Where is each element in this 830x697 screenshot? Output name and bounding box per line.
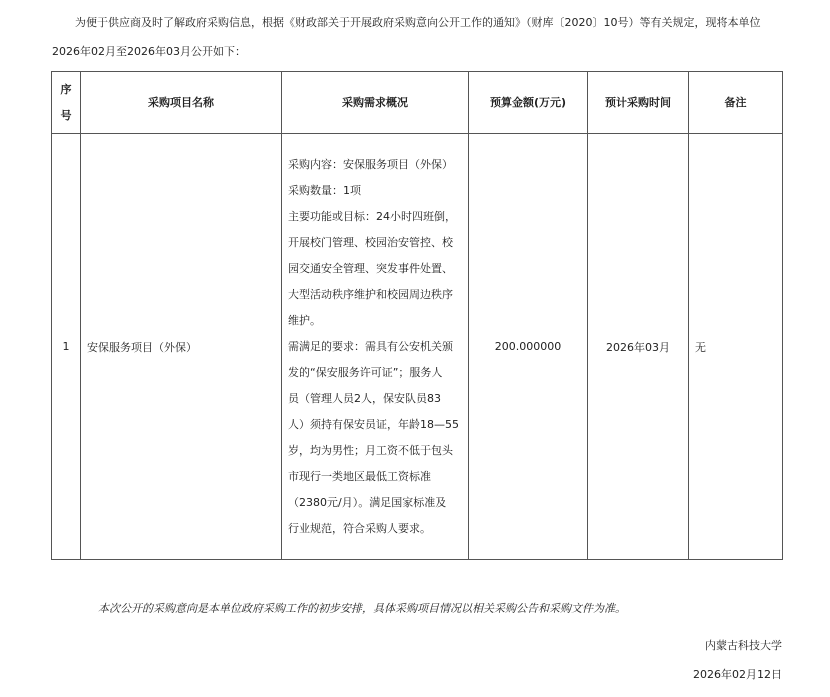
table-row xyxy=(52,134,783,560)
header-time: 预计采购时间 xyxy=(588,72,689,134)
desc-line: （2380元/月）。满足国家标准及 xyxy=(288,495,447,509)
header-remark: 备注 xyxy=(689,72,783,134)
cell-index: 1 xyxy=(52,134,81,560)
table-header-row xyxy=(52,72,783,134)
desc-line: 采购内容：安保服务项目（外保） xyxy=(288,157,453,171)
cell-requirements xyxy=(282,134,469,560)
header-project-name: 采购项目名称 xyxy=(81,72,282,134)
disclaimer-note: 本次公开的采购意向是本单位政府采购工作的初步安排，具体采购项目情况以相关采购公告和采购文件为准。 xyxy=(98,602,626,615)
desc-line: 采购数量：1项 xyxy=(288,183,361,197)
procurement-table xyxy=(51,71,783,560)
desc-line: 主要功能或目标：24小时四班倒， xyxy=(288,209,456,223)
desc-line: 发的“保安服务许可证”；服务人 xyxy=(288,365,443,379)
desc-line: 员（管理人员2人，保安队员83 xyxy=(288,391,441,405)
signature-block xyxy=(693,631,782,689)
header-index: 序 号 xyxy=(52,72,81,134)
desc-line: 大型活动秩序维护和校园周边秩序 xyxy=(288,287,453,301)
desc-line: 需满足的要求：需具有公安机关颁 xyxy=(288,339,453,353)
desc-line: 维护。 xyxy=(288,313,321,327)
cell-remark: 无 xyxy=(689,134,783,560)
cell-time: 2026年03月 xyxy=(588,134,689,560)
desc-line: 市现行一类地区最低工资标准 xyxy=(288,469,431,483)
intro-line-2: 2026年02月至2026年03月公开如下： xyxy=(52,45,246,58)
intro-line-1: 为便于供应商及时了解政府采购信息，根据《财政部关于开展政府采购意向公开工作的通知》（财库〔2020〕10号）等有关规定，现将本单位 xyxy=(75,16,761,29)
desc-line: 岁，均为男性；月工资不低于包头 xyxy=(288,443,453,457)
desc-line: 人）须持有保安员证，年龄18—55 xyxy=(288,417,459,431)
cell-budget: 200.000000 xyxy=(469,134,588,560)
cell-project-name: 安保服务项目（外保） xyxy=(81,134,282,560)
desc-line: 行业规范，符合采购人要求。 xyxy=(288,521,431,535)
intro-paragraph xyxy=(52,0,784,66)
desc-line: 园交通安全管理、突发事件处置、 xyxy=(288,261,453,275)
header-budget: 预算金额(万元) xyxy=(469,72,588,134)
desc-line: 开展校门管理、校园治安管控、校 xyxy=(288,235,453,249)
signature-date: 2026年02月12日 xyxy=(693,668,782,681)
header-requirements: 采购需求概况 xyxy=(282,72,469,134)
signature-org: 内蒙古科技大学 xyxy=(705,639,782,652)
